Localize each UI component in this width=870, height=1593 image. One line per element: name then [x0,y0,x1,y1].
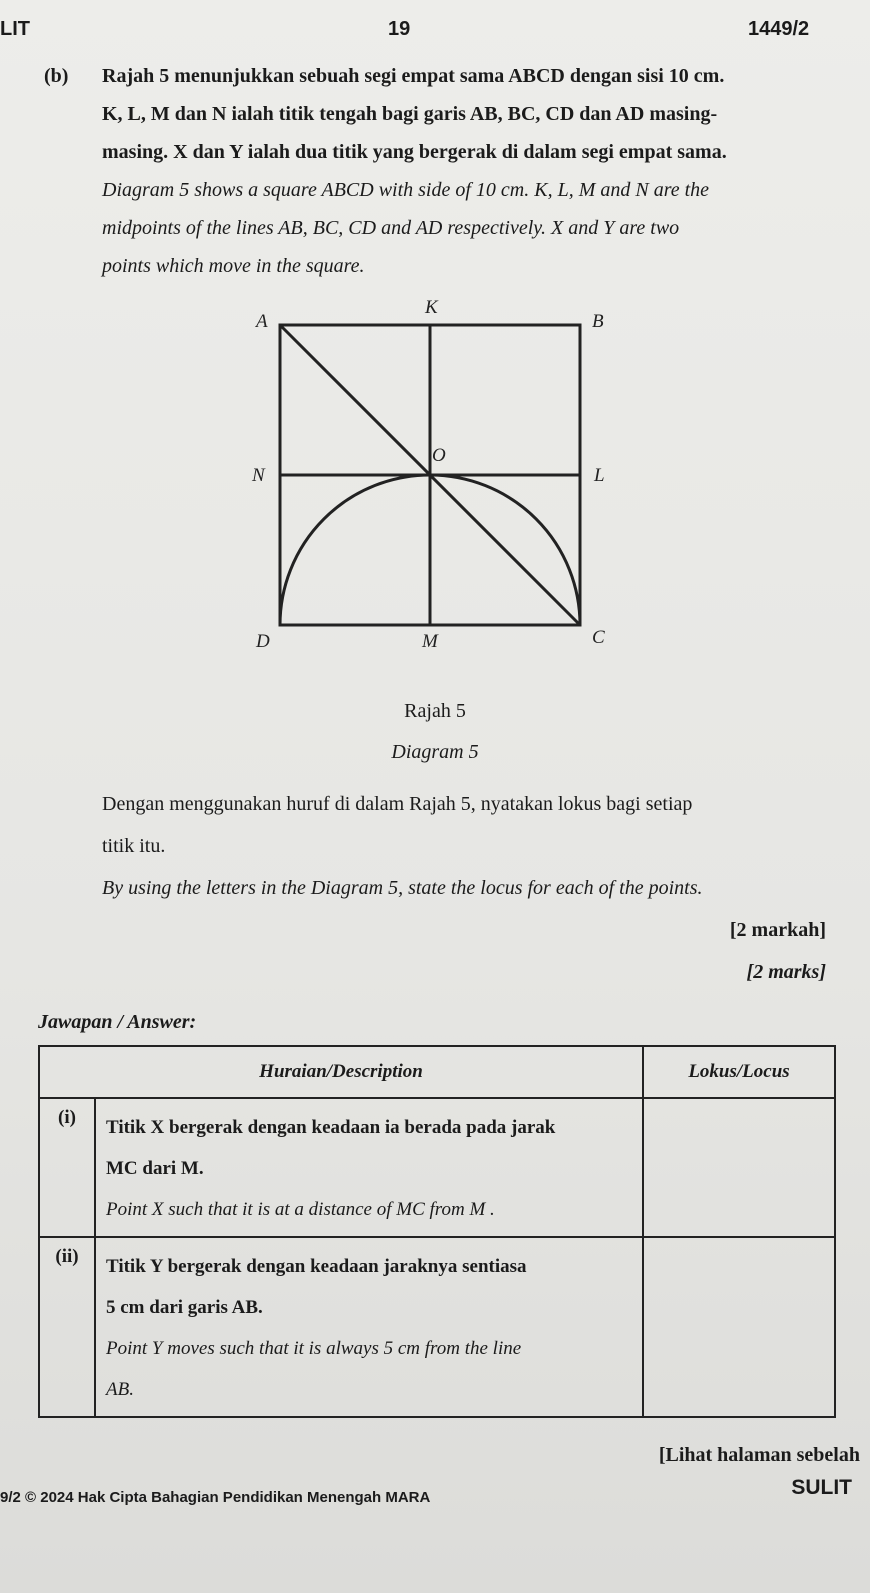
label-a: A [256,311,268,332]
table-row [39,1098,835,1237]
malay-line-3: masing. X dan Y ialah dua titik yang bergerak di dalam segi empat sama. [102,141,727,163]
table-row [39,1237,835,1417]
label-n: N [252,465,265,486]
row-english-b: AB. [106,1379,134,1400]
square-diagram [230,295,650,675]
label-l: L [594,465,605,486]
english-line-2: midpoints of the lines AB, BC, CD and AD respectively. X and Y are two [102,217,680,239]
english-line-1: Diagram 5 shows a square ABCD with side of 10 cm. K, L, M and N are the [102,179,710,201]
table-header-row [39,1046,835,1098]
label-b: B [592,311,604,332]
sulit-label: SULIT [791,1476,852,1499]
copyright-line: 9/2 © 2024 Hak Cipta Bahagian Pendidikan Menengah MARA [0,1489,431,1506]
locus-answer-box-i[interactable] [643,1098,835,1237]
english-line-3: points which move in the square. [102,255,365,277]
caption-english: Diagram 5 [391,741,479,763]
row-malay-b: 5 cm dari garis AB. [106,1297,263,1318]
row-description [95,1237,643,1417]
marks-english: [2 marks] [746,961,826,983]
instruction-english: By using the letters in the Diagram 5, state the locus for each of the points. [102,877,703,899]
row-malay-a: Titik Y bergerak dengan keadaan jaraknya sentiasa [106,1256,527,1277]
header-locus: Lokus/Locus [643,1046,835,1098]
label-d: D [256,631,270,652]
malay-line-2: K, L, M dan N ialah titik tengah bagi garis AB, BC, CD dan AD masing- [102,103,718,125]
page-number: 19 [388,18,411,40]
row-english: Point X such that it is at a distance of MC from M . [106,1199,495,1220]
marks-malay: [2 markah] [729,919,826,941]
label-o: O [432,445,446,466]
row-english-a: Point Y moves such that it is always 5 cm from the line [106,1338,522,1359]
label-m: M [422,631,438,652]
malay-line-1: Rajah 5 menunjukkan sebuah segi empat sama ABCD dengan sisi 10 cm. [102,65,725,87]
caption-malay: Rajah 5 [404,700,466,722]
next-page-note: [Lihat halaman sebelah [658,1444,860,1466]
row-number: (ii) [39,1237,95,1417]
question-label: (b) [44,65,69,87]
row-malay-b: MC dari M. [106,1158,204,1179]
label-c: C [592,627,605,648]
instruction-malay-1: Dengan menggunakan huruf di dalam Rajah 5, nyatakan lokus bagi setiap [102,793,693,815]
header-description: Huraian/Description [39,1046,643,1098]
answer-heading: Jawapan / Answer: [38,1011,197,1033]
row-malay-a: Titik X bergerak dengan keadaan ia berada pada jarak [106,1117,556,1138]
paper-code: 1449/2 [748,18,810,40]
label-k: K [425,297,438,318]
answer-table [38,1045,836,1418]
row-number: (i) [39,1098,95,1237]
locus-answer-box-ii[interactable] [643,1237,835,1417]
row-description [95,1098,643,1237]
instruction-malay-2: titik itu. [102,835,166,857]
header-left: LIT [0,18,30,40]
